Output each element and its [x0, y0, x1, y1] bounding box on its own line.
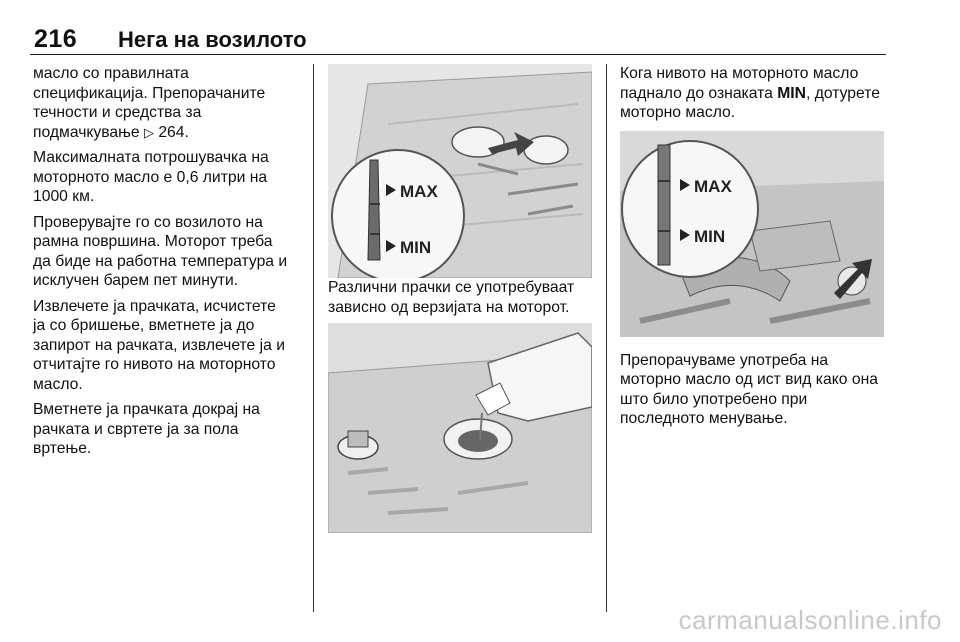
text-line: Препорачуваме употреба на	[620, 351, 829, 369]
paragraph	[33, 148, 305, 207]
watermark: carmanualsonline.info	[678, 605, 942, 635]
text-line: спецификација. Препорачаните	[33, 84, 266, 102]
paragraph	[33, 213, 305, 291]
text-line: Максималната потрошувачка на	[33, 149, 269, 166]
page-reference-icon: ▷	[143, 124, 154, 140]
paragraph	[33, 64, 305, 142]
text-line: зависно од верзијата на моторот.	[328, 298, 570, 316]
engine-dipstick-figure	[620, 131, 884, 337]
min-mark-label: MIN	[694, 226, 726, 246]
text-fragment: , дотурете	[806, 84, 880, 102]
text-column-2	[328, 64, 592, 533]
text-fragment: подмачкување	[33, 123, 140, 141]
page-header	[30, 24, 886, 55]
paragraph	[620, 64, 890, 123]
text-line: течности и средства за	[33, 104, 202, 121]
text-line: Извлечете ја прачката, исчистете	[33, 297, 276, 315]
text-line: ја со бришење, вметнете ја до	[33, 317, 255, 334]
page-number: 216	[34, 25, 78, 53]
text-line	[620, 84, 890, 104]
figure-caption	[328, 278, 592, 317]
min-mark-label: MIN	[400, 238, 432, 257]
min-mark-text: MIN	[777, 84, 806, 102]
text-fragment: паднало до ознаката	[620, 84, 778, 102]
max-mark-label: MAX	[400, 182, 438, 201]
paragraph	[620, 351, 890, 429]
text-line: масло со правилната	[33, 65, 189, 82]
text-line: отчитајте го нивото на моторното	[33, 356, 276, 373]
text-column-1	[33, 64, 305, 465]
text-line: Кога нивото на моторното масло	[620, 65, 859, 82]
dipstick-illustration	[328, 64, 592, 278]
text-line: да биде на работна температура и	[33, 252, 288, 270]
text-line: запирот на рачката, извлечете ја и	[33, 336, 285, 354]
text-line: последното менување.	[620, 410, 788, 427]
text-line: моторното масло е 0,6 литри на	[33, 168, 268, 186]
text-line: исклучен барем пет минути.	[33, 272, 239, 289]
oil-pouring-figure	[328, 323, 592, 533]
text-line: Различни прачки се употребуваат	[328, 279, 575, 296]
text-line: масло.	[33, 375, 83, 393]
text-line: Вметнете ја прачката докрај на	[33, 401, 260, 418]
text-line: рамна површина. Моторот треба	[33, 233, 273, 250]
page-reference-link[interactable]: 264.	[158, 123, 189, 141]
oil-pouring-illustration	[328, 323, 592, 533]
max-mark-label: MAX	[694, 176, 732, 196]
dipstick-figure	[328, 64, 592, 278]
engine-dipstick-illustration	[620, 131, 884, 337]
column-divider	[313, 64, 314, 612]
paragraph	[33, 400, 305, 459]
section-title: Нега на возилото	[118, 27, 307, 52]
text-line: рачката и свртете ја за пола	[33, 420, 239, 438]
text-line: 1000 км.	[33, 188, 95, 205]
text-line: Проверувајте го со возилото на	[33, 213, 263, 231]
text-line: вртење.	[33, 440, 92, 457]
text-line: моторно масло.	[620, 104, 736, 121]
text-column-3	[620, 64, 890, 435]
column-divider	[606, 64, 607, 612]
text-line: што било употребено при	[620, 390, 808, 408]
text-line	[33, 123, 305, 143]
text-line: моторно масло од ист вид како она	[620, 371, 878, 388]
paragraph	[33, 297, 305, 395]
